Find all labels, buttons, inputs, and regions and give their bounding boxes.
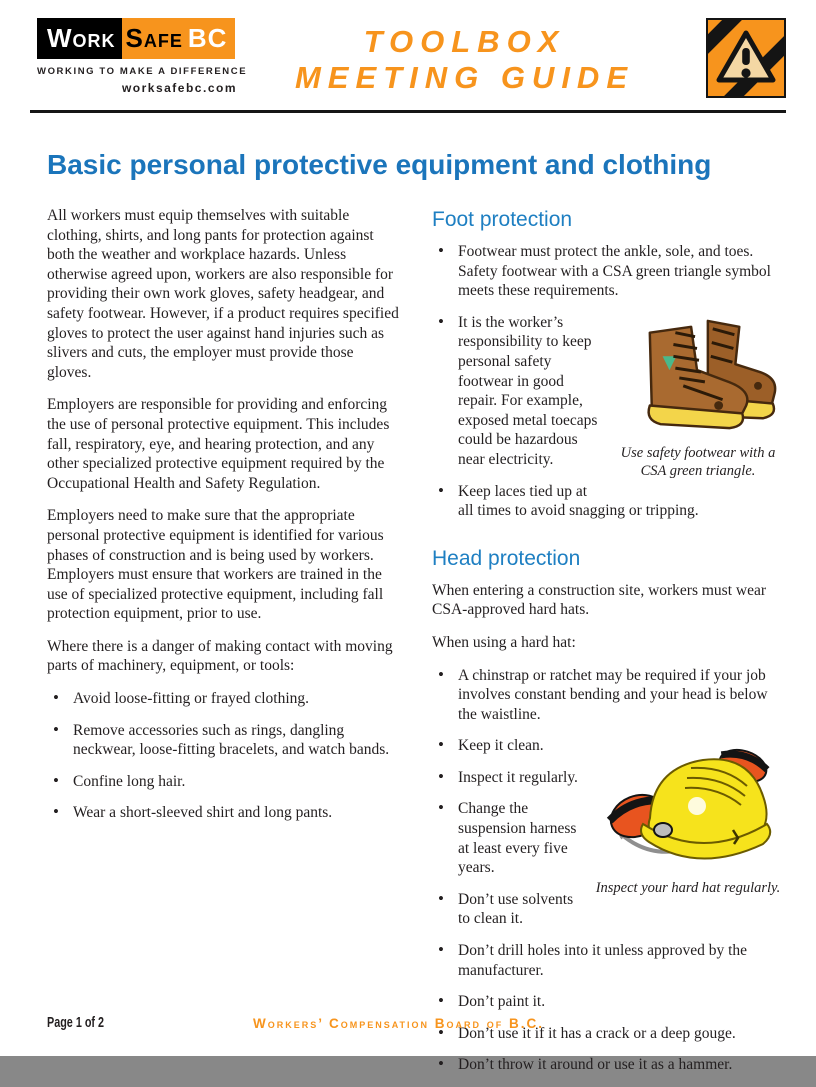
- bullet-item: • It is the worker’s responsibility to keep personal safety footwear in good repair. For example, exposed metal toecaps could be hazardous near electricity.: [432, 313, 784, 470]
- page-footer: [47, 1014, 780, 1034]
- logo-tagline: WORKING TO MAKE A DIFFERENCE: [37, 66, 248, 77]
- document-title-line2: MEETING GUIDE: [294, 59, 634, 95]
- page-number: Page 1 of 2: [47, 1014, 105, 1031]
- bullet-item: • Keep laces tied up at all times to avoid snagging or tripping.: [432, 482, 784, 521]
- bullet-item: • Don’t drill holes into it unless approved by the manufacturer.: [432, 941, 784, 980]
- intro-paragraph: Employers are responsible for providing and enforcing the use of personal protective equipment. This includes fall, respiratory, eye, and hearing protection, and any other specialized protective equipment required by the Occupational Health and Safety Regulation.: [47, 396, 390, 492]
- page-title: Basic personal protective equipment and clothing: [47, 149, 712, 180]
- head-protection-paragraph: When entering a construction site, workers must wear CSA-approved hard hats.: [432, 581, 767, 619]
- head-protection-paragraph: When using a hard hat:: [432, 633, 576, 651]
- document-title-line1: TOOLBOX: [363, 24, 566, 59]
- head-protection-heading: Head protection: [432, 546, 581, 570]
- worksafebc-logo: [37, 18, 248, 95]
- right-column: [432, 206, 784, 1087]
- bullet-item: • Wear a short-sleeved shirt and long pants.: [47, 803, 399, 823]
- bullet-item: • Inspect it regularly.: [432, 768, 784, 788]
- foot-protection-heading: Foot protection: [432, 208, 573, 231]
- intro-bullet-list: [47, 689, 399, 823]
- hard-hat-caption: Inspect your hard hat regularly.: [595, 880, 781, 897]
- intro-paragraph: Employers need to make sure that the appropriate personal protective equipment is identified for various phases of construction and is being used by workers. Employers must ensure that workers are trained in the use of specialized protective equipment, including fall protection equipment, prior to use.: [47, 507, 384, 623]
- bullet-item: • Remove accessories such as rings, dangling neckwear, loose-fitting bracelets, and watch bands.: [47, 721, 399, 760]
- logo-safe-text: Safe: [125, 23, 183, 53]
- intro-paragraph: Where there is a danger of making contact with moving parts of machinery, equipment, or tools:: [47, 637, 393, 675]
- main-content: [0, 149, 816, 1087]
- hazard-warning-icon: [706, 18, 786, 98]
- bullet-item: • Confine long hair.: [47, 772, 399, 792]
- worksafebc-wordmark: [37, 18, 237, 59]
- intro-paragraph: All workers must equip themselves with suitable clothing, shirts, and long pants for protection against both the weather and workplace hazards. Unless otherwise agreed upon, workers are also responsible for providing their own work gloves, safety headgear, and safety footwear. However, if a product requires specified gloves to protect the user against hand injuries such as slivers and cuts, the employer must provide those gloves.: [47, 207, 399, 381]
- bullet-item: • Footwear must protect the ankle, sole, and toes. Safety footwear with a CSA green triangle symbol meets these requirements.: [432, 242, 784, 301]
- left-column: [47, 206, 399, 1087]
- bullet-item: • Change the suspension harness at least every five years.: [432, 799, 784, 877]
- bullet-item: • Keep it clean.: [432, 736, 784, 756]
- bullet-item: • Avoid loose-fitting or frayed clothing.: [47, 689, 399, 709]
- bullet-item: • Don’t use it if it has a crack or a deep gouge.: [432, 1024, 784, 1044]
- logo-work-text: Work: [37, 18, 122, 59]
- bullet-item: • A chinstrap or ratchet may be required if your job involves constant bending and your head is below the waistline.: [432, 666, 784, 725]
- logo-website: worksafebc.com: [121, 81, 237, 95]
- work-boots-caption: Use safety footwear with a CSA green triangle.: [620, 444, 776, 479]
- bullet-item: • Don’t use solvents to clean it.: [432, 890, 784, 929]
- logo-bc-text: BC: [187, 23, 228, 53]
- page-header: [0, 0, 816, 98]
- organization-name: Workers’ Compensation Board of B.C.: [252, 1016, 545, 1031]
- document-title: [237, 18, 692, 95]
- header-divider: [30, 110, 786, 113]
- bullet-item: • Don’t throw it around or use it as a hammer.: [432, 1055, 784, 1075]
- head-protection-section: [432, 547, 784, 1087]
- foot-protection-section: [432, 208, 784, 533]
- bullet-item: • Don’t paint it.: [432, 992, 784, 1012]
